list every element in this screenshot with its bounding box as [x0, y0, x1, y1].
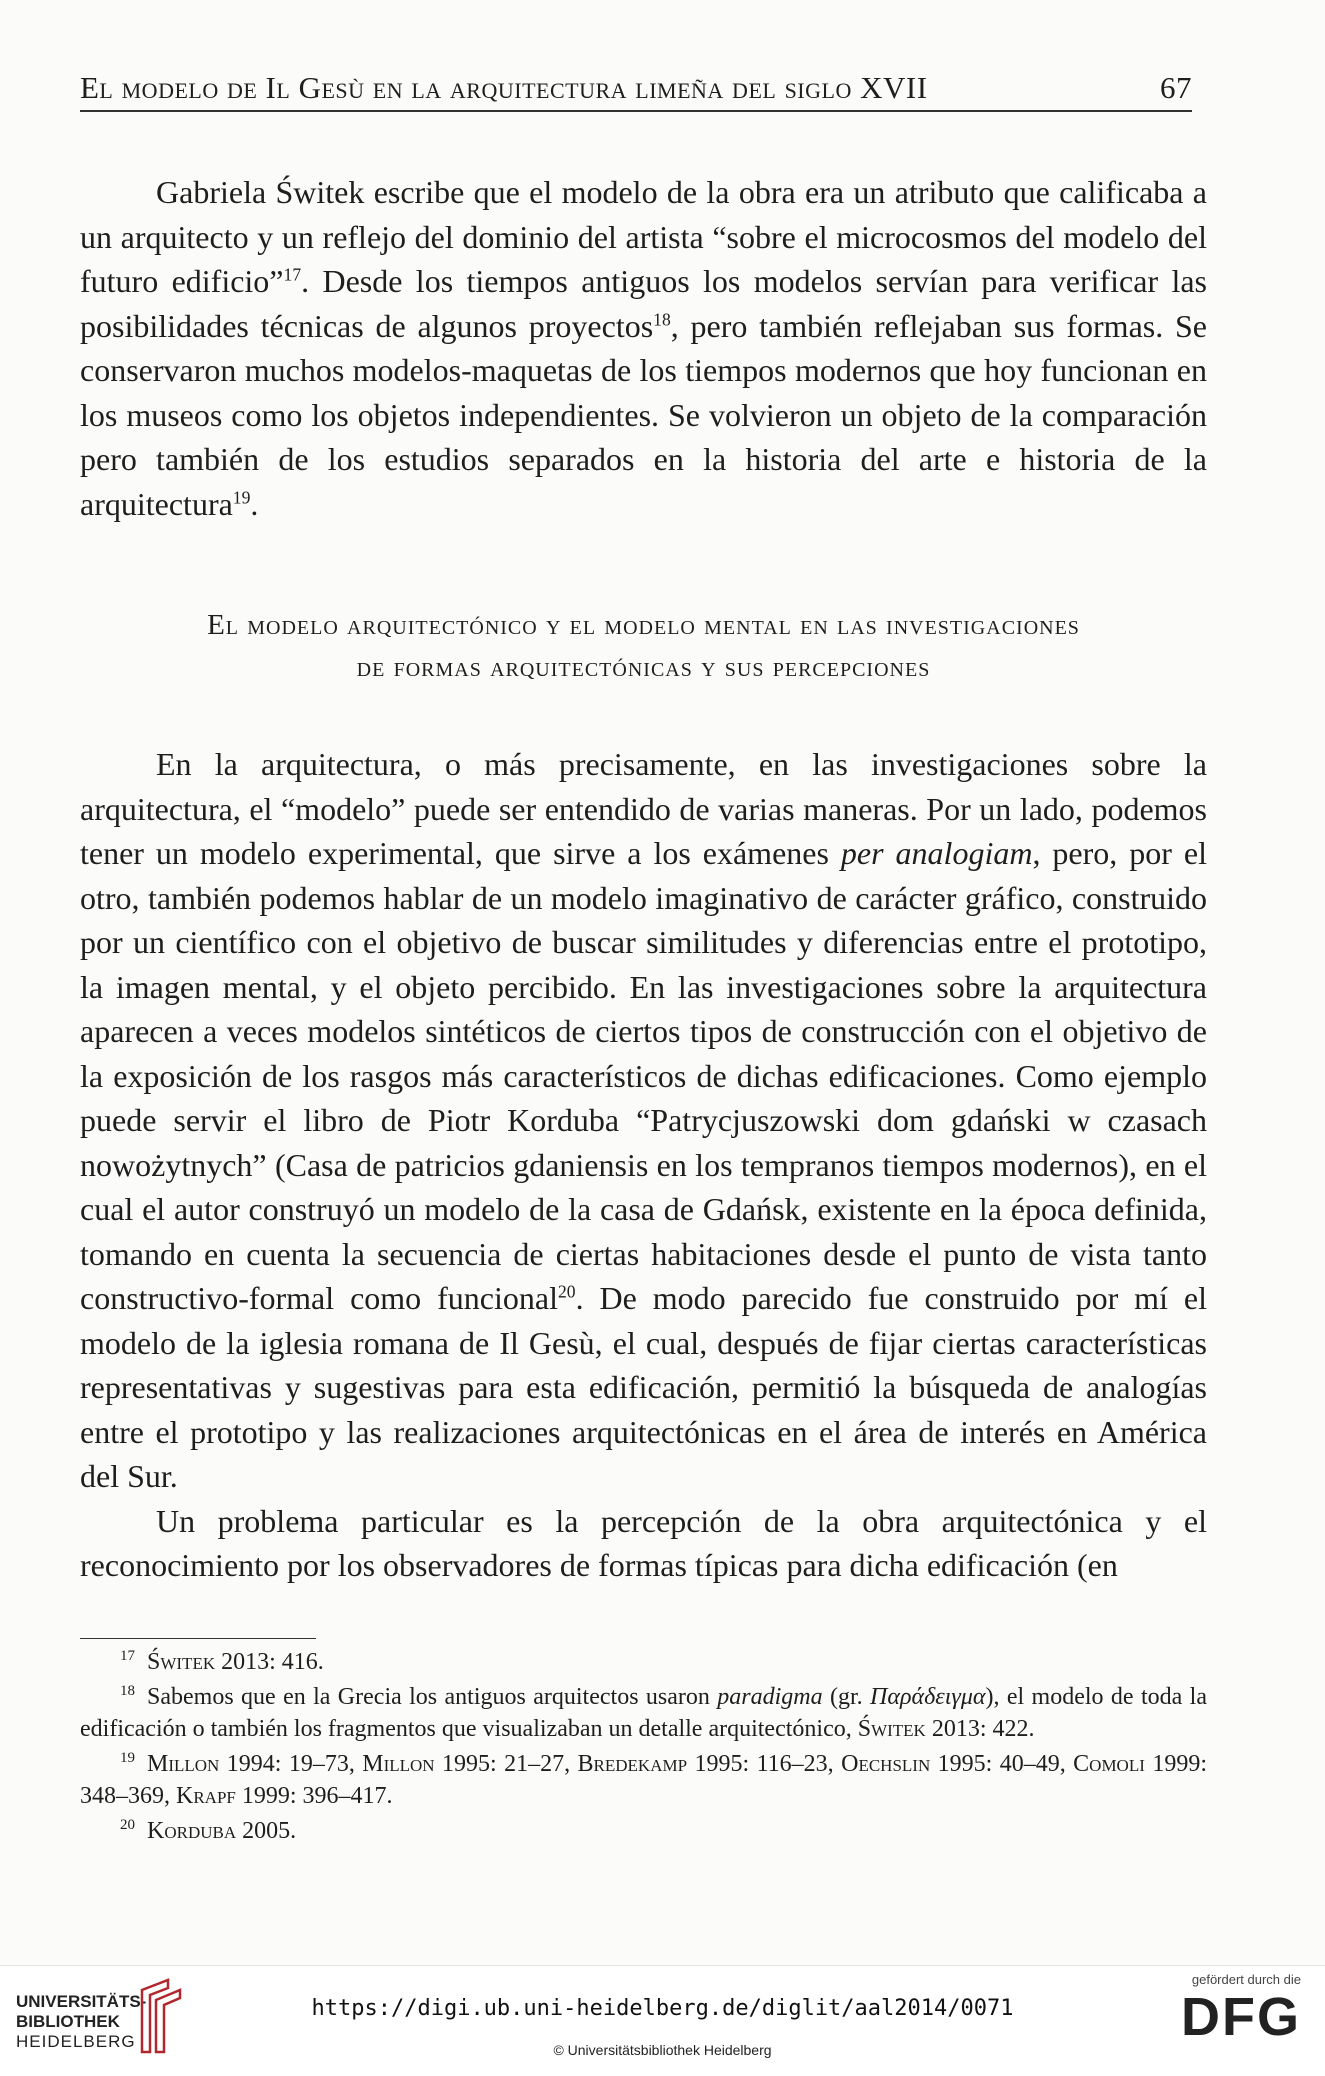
footnote-text: 2013: 416.: [215, 1649, 324, 1675]
footnote-19: [80, 1748, 1207, 1813]
footnote-marker: 20: [120, 1816, 135, 1833]
footnote-text: 1999: 348–369,: [80, 1750, 1207, 1809]
footnote-20: [80, 1815, 1207, 1848]
italic-term: Παράδειγμα: [870, 1683, 986, 1710]
running-head: [80, 70, 1192, 112]
footnote-text: 1995: 21–27,: [434, 1750, 578, 1777]
paragraph-3: [80, 1499, 1207, 1588]
footnote-text: 1994: 19–73,: [219, 1750, 363, 1777]
paragraph-text: . Desde los tiempos antiguos los modelos servían para verificar las posibilidades técnicas de algunos proyectos: [80, 263, 1208, 344]
library-name-line: UNIVERSITÄTS-: [16, 1992, 147, 2011]
paragraph-text: , pero, por el otro, también podemos hablar de un modelo imaginativo de carácter gráfico, construido por un científico con el objetivo de buscar similitudes y diferencias entre el prototipo, la imagen mental, y el objeto percibido. En las investigaciones sobre la arquitectura aparecen a veces modelos sintéticos de ciertos tipos de construcción con el objetivo de la exposición de los rasgos más característicos de dichas edificaciones. Como ejemplo puede servir el libro de Piotr Korduba “Patrycjuszowski dom gdański w czasach nowożytnych” (Casa de patricios gdaniensis en los tempranos tiempos modernos), en el cual el autor construyó un modelo de la casa de Gdańsk, existente en la época definida, tomando en cuenta la secuencia de ciertas habitaciones desde el punto de vista tanto constructivo-formal como funcional: [80, 835, 1208, 1316]
footnote-text: 1999: 396–417.: [235, 1783, 393, 1809]
author-name: Korduba: [147, 1817, 237, 1844]
footnote-18: [80, 1681, 1207, 1746]
author-name: Comoli: [1073, 1750, 1145, 1777]
author-name: Oechslin: [841, 1750, 931, 1777]
paragraph-text: Gabriela Świtek escribe que el modelo de la obra era un atributo que calificaba a un arquitecto y un reflejo del dominio del artista “sobre el microcosmos del modelo del futuro edificio”: [80, 174, 1207, 299]
footnote-text: (gr.: [822, 1683, 871, 1710]
running-title: El modelo de Il Gesù en la arquitectura limeña del siglo XVII: [80, 70, 928, 105]
paragraph-1: [80, 170, 1207, 526]
footnote-text: 2013: 422.: [925, 1716, 1035, 1742]
footnote-ref[interactable]: 18: [653, 308, 671, 329]
footnote-text: 1995: 116–23,: [687, 1750, 842, 1777]
dfg-logo-text: DFG: [1181, 1987, 1301, 2047]
footer-bar: [0, 1965, 1325, 2076]
footnote-text: ), el modelo de toda la edificación o también los fragmentos que visualizaban un detalle arquitectónico,: [80, 1683, 1207, 1742]
author-name: Millon: [362, 1750, 435, 1777]
footnote-text: Sabemos que en la Grecia los antiguos arquitectos usaron: [147, 1683, 718, 1710]
paragraph-text: En la arquitectura, o más precisamente, en las investigaciones sobre la arquitectura, el “modelo” puede ser entendido de varias maneras. Por un lado, podemos tener un modelo experimental, que sirve a los exámenes: [80, 746, 1207, 871]
library-name-line: HEIDELBERG: [16, 2032, 136, 2051]
footnote-17: [80, 1646, 1207, 1679]
dfg-logo[interactable]: [1151, 1972, 1301, 2068]
italic-term: paradigma: [717, 1683, 823, 1710]
page-number: 67: [1160, 70, 1192, 105]
footnote-ref[interactable]: 17: [283, 264, 302, 285]
author-name: Świtek: [857, 1716, 926, 1742]
library-name-line: BIBLIOTHEK: [16, 2012, 120, 2031]
paragraph-text: , pero también reflejaban sus formas. Se conservaron muchos modelos-maquetas de los tiempos modernos que hoy funcionan en los museos como los objetos independientes. Se volvieron un objeto de la comparación pero también de los estudios separados en la historia del arte e historia de la arquitectura: [80, 307, 1208, 522]
paragraph-text: .: [250, 485, 259, 522]
footnote-marker: 17: [120, 1648, 135, 1664]
paragraph-text: Un problema particular es la percepción de la obra arquitectónica y el reconocimiento por los observadores de formas típicas para dicha edificación (en: [80, 1502, 1207, 1583]
paragraph-text: . De modo parecido fue construido por mí el modelo de la iglesia romana de Il Gesù, el cual, después de fijar ciertas características representativas y sugestivas para esta edificación, permitió la búsqueda de analogías entre el prototipo y las realizaciones arquitectónicas en el área de interés en América del Sur.: [80, 1280, 1208, 1494]
copyright-notice: © Universitätsbibliothek Heidelberg: [553, 2042, 772, 2058]
footnote-marker: 19: [120, 1749, 135, 1766]
italic-term: per analogiam: [840, 835, 1033, 871]
footnote-marker: 18: [120, 1682, 135, 1699]
author-name: Świtek: [147, 1649, 216, 1675]
footnote-text: 2005.: [236, 1817, 297, 1844]
permalink-url[interactable]: https://digi.ub.uni-heidelberg.de/diglit/aal2014/0071: [311, 1996, 1014, 2021]
section-heading-line-2: de formas arquitectónicas y sus percepciones: [356, 651, 931, 683]
funder-note: gefördert durch die: [1191, 1972, 1301, 1987]
author-name: Millon: [147, 1750, 220, 1777]
footnote-ref[interactable]: 20: [557, 1281, 576, 1302]
author-name: Krapf: [176, 1783, 236, 1809]
author-name: Bredekamp: [577, 1750, 688, 1777]
paragraph-2: [80, 742, 1207, 1588]
footnote-divider: [80, 1638, 316, 1639]
footnote-ref[interactable]: 19: [232, 486, 251, 507]
section-heading: [80, 604, 1207, 688]
footnotes: [80, 1646, 1207, 1849]
section-heading-line-1: El modelo arquitectónico y el modelo mental en las investigaciones: [207, 609, 1080, 641]
footnote-text: 1995: 40–49,: [930, 1750, 1074, 1777]
